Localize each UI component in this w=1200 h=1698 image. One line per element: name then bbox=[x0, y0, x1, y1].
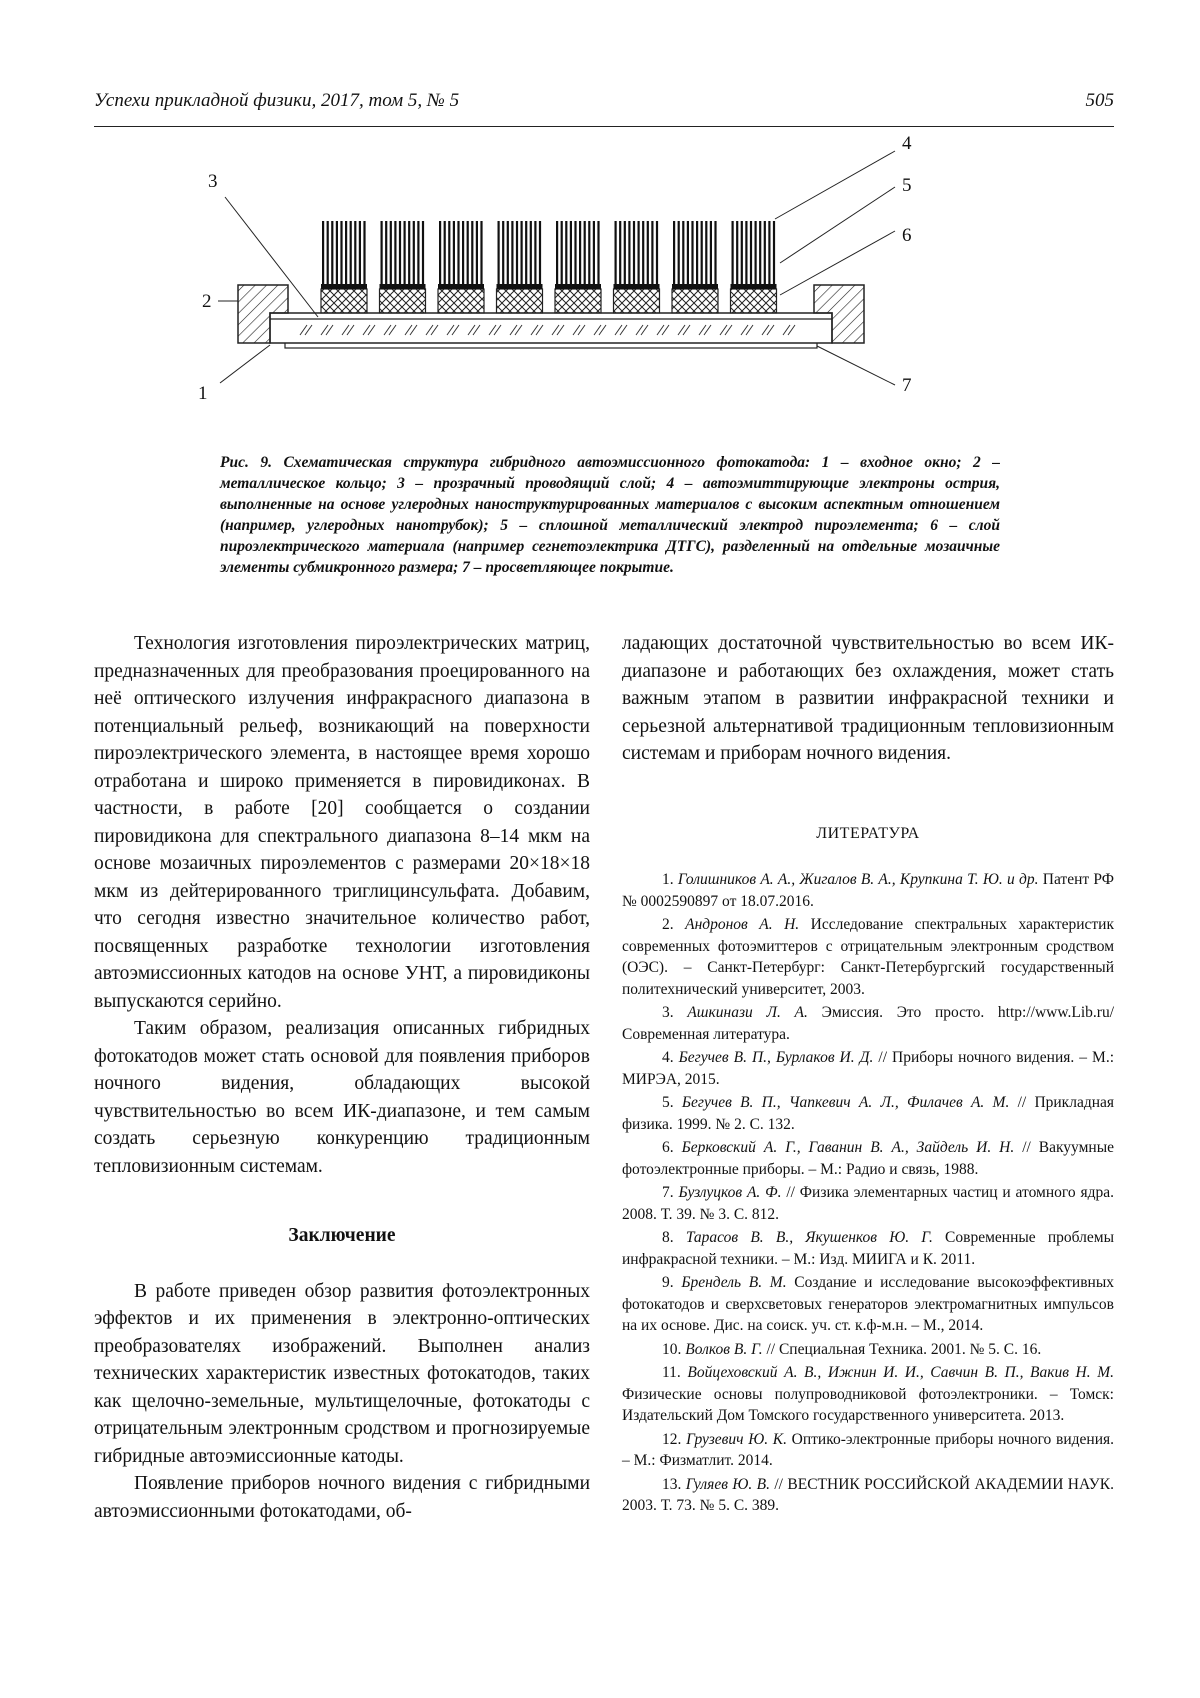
emitter-tip bbox=[741, 221, 743, 284]
emitter-tip bbox=[521, 221, 523, 284]
emitter-tip bbox=[404, 221, 406, 284]
mosaic-elements bbox=[321, 221, 777, 313]
reference-text: Оптико-электронные приборы ночного видения. – М.: Физматлит. 2014. bbox=[622, 1430, 1114, 1469]
metal-electrode bbox=[555, 284, 601, 289]
emitter-tip bbox=[651, 221, 653, 284]
reference-number: 8. bbox=[662, 1229, 686, 1246]
emitter-tip bbox=[539, 221, 541, 284]
callout-2: 2 bbox=[202, 291, 212, 312]
body-paragraph: Таким образом, реализация описанных гибридных фотокатодов может стать основой для появления приборов ночного видения, обладающих высокой чувствительностью во всем ИК-диапазоне, и тем самым создать серьезную конкуренцию традиционным тепловизионным системам. bbox=[94, 1018, 590, 1177]
emitter-tip bbox=[381, 221, 383, 284]
reference-authors: Бегучев В. П., Чапкевич А. Л., Филачев А. М. bbox=[681, 1094, 1018, 1111]
reference-number: 7. bbox=[662, 1184, 679, 1201]
callout-1: 1 bbox=[198, 383, 208, 404]
figure-caption bbox=[220, 452, 1000, 578]
reference-text: Патент РФ № 0002590897 от 18.07.2016. bbox=[622, 871, 1115, 910]
emitter-tip bbox=[444, 221, 446, 284]
references-heading: ЛИТЕРАТУРА bbox=[816, 824, 920, 842]
emitter-tip bbox=[327, 221, 329, 284]
emitter-tip bbox=[574, 221, 576, 284]
pyroelectric-block bbox=[380, 289, 426, 313]
reference-number: 13. bbox=[662, 1475, 686, 1493]
reference-text: // Физика элементарных частиц и атомного ядра. 2008. Т. 39. № 3. С. 812. bbox=[622, 1184, 1114, 1223]
reference-authors: Волков В. Г. bbox=[685, 1340, 767, 1358]
reference-text: Создание и исследование высокоэффективных фотокатодов и сверхсветовых генераторов электромагнитных импульсов на их основе. Дис. на соиск. уч. ст. к.ф-м.н. – М., 2014. bbox=[622, 1274, 1114, 1334]
caption-label: Рис. 9. bbox=[220, 454, 272, 471]
emitter-tip bbox=[340, 221, 342, 284]
right-column bbox=[622, 630, 1114, 1519]
reference-number: 1. bbox=[662, 871, 678, 888]
emitter-tip bbox=[511, 221, 513, 284]
emitter-tip bbox=[615, 221, 617, 284]
emitter-tip bbox=[556, 221, 558, 284]
conclusion-paragraph: В работе приведен обзор развития фотоэлектронных эффектов и их применения в электронно-оптических преобразователях изображений. Выполнен анализ технических характеристик известных фотокатодов, таких как щелочно-земельные, мультищелочные, фотокатоды с отрицательным электронным сродством и прогнозируемые гибридные автоэмиссионные катоды. bbox=[94, 1280, 590, 1467]
reference-text: // Вакуумные фотоэлектронные приборы. – М.: Радио и связь, 1988. bbox=[622, 1139, 1114, 1178]
emitter-tip bbox=[476, 221, 478, 284]
callout-6: 6 bbox=[902, 225, 912, 246]
emitter-tip bbox=[354, 221, 356, 284]
emitter-tip bbox=[710, 221, 712, 284]
emitter-tip bbox=[336, 221, 338, 284]
emitter-tip bbox=[453, 221, 455, 284]
mosaic-element bbox=[672, 221, 718, 313]
reference-authors: Грузевич Ю. К. bbox=[686, 1430, 792, 1448]
emitter-tip bbox=[624, 221, 626, 284]
reference-number: 10. bbox=[662, 1340, 686, 1358]
emitter-tip bbox=[530, 221, 532, 284]
mosaic-element bbox=[497, 221, 543, 313]
reference-authors: Берковский А. Г., Гаванин В. А., Зайдель И. Н. bbox=[681, 1139, 1023, 1156]
pyroelectric-block bbox=[731, 289, 777, 313]
emitter-tip bbox=[647, 221, 649, 284]
emitter-tip bbox=[498, 221, 500, 284]
emitter-tip bbox=[422, 221, 424, 284]
figure-schematic bbox=[190, 135, 1020, 435]
reference-number: 2. bbox=[662, 916, 686, 933]
reference-item bbox=[622, 869, 1114, 912]
reference-authors: Бегучев В. П., Бурлаков И. Д. bbox=[678, 1049, 879, 1066]
emitter-tip bbox=[687, 221, 689, 284]
mosaic-element bbox=[614, 221, 660, 313]
mosaic-element bbox=[438, 221, 484, 313]
reference-item bbox=[622, 1137, 1114, 1180]
emitter-tip bbox=[322, 221, 324, 284]
emitter-tip bbox=[736, 221, 738, 284]
reference-text: Физические основы полупроводниковой фотоэлектроники. – Томск: Издательский Дом Томского государственного университета. 2013. bbox=[622, 1385, 1114, 1424]
reference-item bbox=[622, 1272, 1114, 1337]
emitter-tip bbox=[363, 221, 365, 284]
emitter-tip bbox=[413, 221, 415, 284]
metal-electrode bbox=[614, 284, 660, 289]
emitter-tip bbox=[732, 221, 734, 284]
emitter-tip bbox=[682, 221, 684, 284]
emitter-tip bbox=[457, 221, 459, 284]
reference-item bbox=[622, 1362, 1114, 1427]
reference-item bbox=[622, 1339, 1114, 1361]
reference-text: // Приборы ночного видения. – М.: МИРЭА, 2015. bbox=[622, 1049, 1114, 1088]
reference-number: 11. bbox=[662, 1364, 688, 1381]
reference-text: // Прикладная физика. 1999. № 2. С. 132. bbox=[622, 1094, 1115, 1133]
reference-text: // Специальная Техника. 2001. № 5. С. 16. bbox=[766, 1340, 1042, 1358]
metal-electrode bbox=[438, 284, 484, 289]
continuation-paragraph: ладающих достаточной чувствительностью во всем ИК-диапазоне и работающих без охлаждения, может стать важным этапом в развитии инфракрасной техники и серьезной альтернативой традиционным тепловизионным системам и приборам ночного видения. bbox=[622, 633, 1114, 764]
emitter-tip bbox=[502, 221, 504, 284]
emitter-tip bbox=[750, 221, 752, 284]
header-rule bbox=[94, 126, 1114, 127]
emitter-tip bbox=[350, 221, 352, 284]
metal-electrode bbox=[380, 284, 426, 289]
photocathode-diagram bbox=[190, 135, 1020, 435]
emitter-tip bbox=[507, 221, 509, 284]
reference-authors: Бузлуцков А. Ф. bbox=[678, 1184, 787, 1201]
pyroelectric-block bbox=[672, 289, 718, 313]
emitter-tip bbox=[678, 221, 680, 284]
metal-electrode bbox=[321, 284, 367, 289]
emitter-tip bbox=[593, 221, 595, 284]
caption-text: Схематическая структура гибридного автоэмиссионного фотокатода: 1 – входное окно; 2 – металлическое кольцо; 3 – прозрачный проводящий слой; 4 – автоэмиттирующие электроны острия, выполненные на основе углеродных наноструктурированных материалов с высоким аспектным отношением (например, углеродных нанотрубок); 5 – сплошной металлический электрод пироэлемента; 6 – слой пироэлектрического материала (например сегнетоэлектрика ДТГС), разделенный на отдельные мозаичные элементы субмикронного размера; 7 – просветляющее покрытие. bbox=[220, 454, 1001, 576]
reference-item bbox=[622, 1002, 1114, 1045]
emitter-tip bbox=[619, 221, 621, 284]
reference-item bbox=[622, 914, 1114, 1000]
emitter-tip bbox=[714, 221, 716, 284]
emitter-tip bbox=[633, 221, 635, 284]
reference-authors: Голишников А. А., Жигалов В. А., Крупкина Т. Ю. и др. bbox=[677, 871, 1043, 888]
callout-7: 7 bbox=[902, 375, 912, 396]
pyroelectric-block bbox=[614, 289, 660, 313]
emitter-tip bbox=[534, 221, 536, 284]
emitter-tip bbox=[656, 221, 658, 284]
mosaic-element bbox=[555, 221, 601, 313]
emitter-tip bbox=[584, 221, 586, 284]
emitter-tip bbox=[565, 221, 567, 284]
reference-authors: Войцеховский А. В., Ижнин И. И., Савчин В. П., Вакив Н. М. bbox=[687, 1364, 1114, 1381]
metal-electrode bbox=[672, 284, 718, 289]
reference-text: Эмиссия. Это просто. http://www.Lib.ru/ Современная литература. bbox=[622, 1004, 1115, 1043]
emitter-tip bbox=[390, 221, 392, 284]
reference-authors: Андронов А. Н. bbox=[685, 916, 811, 933]
reference-item bbox=[622, 1182, 1114, 1225]
emitter-tip bbox=[773, 221, 775, 284]
emitter-tip bbox=[331, 221, 333, 284]
emitter-tip bbox=[385, 221, 387, 284]
emitter-tip bbox=[755, 221, 757, 284]
emitter-tip bbox=[561, 221, 563, 284]
reference-authors: Ашкинази Л. А. bbox=[687, 1004, 822, 1021]
reference-number: 5. bbox=[662, 1094, 682, 1111]
emitter-tip bbox=[705, 221, 707, 284]
emitter-tip bbox=[516, 221, 518, 284]
reference-number: 3. bbox=[662, 1004, 688, 1021]
emitter-tip bbox=[768, 221, 770, 284]
emitter-tip bbox=[701, 221, 703, 284]
emitter-tip bbox=[439, 221, 441, 284]
emitter-tip bbox=[691, 221, 693, 284]
emitter-tip bbox=[399, 221, 401, 284]
mosaic-element bbox=[731, 221, 777, 313]
emitter-tip bbox=[570, 221, 572, 284]
emitter-tip bbox=[359, 221, 361, 284]
emitter-tip bbox=[696, 221, 698, 284]
journal-title: Успехи прикладной физики, 2017, том 5, № 5 bbox=[94, 90, 460, 111]
reference-number: 4. bbox=[662, 1049, 679, 1066]
conclusion-paragraph: Появление приборов ночного видения с гибридными автоэмиссионными фотокатодами, об- bbox=[94, 1473, 590, 1522]
emitter-tip bbox=[462, 221, 464, 284]
reference-number: 6. bbox=[662, 1139, 682, 1156]
body-paragraph: Технология изготовления пироэлектрических матриц, предназначенных для преобразования проецированного на неё оптического излучения инфракрасного диапазона в потенциальный рельеф, возникающий на поверхности пироэлектрического элемента, в настоящее время хорошо отработана и широко применяется в пировидиконах. В частности, в работе [20] сообщается о создании пировидикона для спектрального диапазона 8–14 мкм на основе мозаичных пироэлементов с размерами 20×18×18 мкм из дейтерированного триглицинсульфата. Добавим, что сегодня известно значительное количество работ, посвященных разработке технологии изготовления автоэмиссионных катодов на основе УНТ, а пировидиконы выпускаются серийно. bbox=[94, 633, 590, 1012]
emitter-tip bbox=[579, 221, 581, 284]
reference-authors: Брендель В. М. bbox=[681, 1274, 795, 1291]
emitter-tip bbox=[408, 221, 410, 284]
callout-4: 4 bbox=[902, 135, 912, 154]
mosaic-element bbox=[321, 221, 367, 313]
emitter-tip bbox=[448, 221, 450, 284]
reference-list bbox=[622, 869, 1114, 1517]
reference-item bbox=[622, 1047, 1114, 1090]
pyroelectric-block bbox=[438, 289, 484, 313]
section-heading-conclusion: Заключение bbox=[288, 1225, 396, 1246]
callout-3: 3 bbox=[208, 171, 218, 192]
reference-item bbox=[622, 1227, 1114, 1270]
pyroelectric-block bbox=[555, 289, 601, 313]
pyroelectric-block bbox=[497, 289, 543, 313]
emitter-tip bbox=[673, 221, 675, 284]
emitter-tip bbox=[628, 221, 630, 284]
emitter-tip bbox=[642, 221, 644, 284]
emitter-tip bbox=[394, 221, 396, 284]
emitter-tip bbox=[417, 221, 419, 284]
reference-text: // ВЕСТНИК РОССИЙСКОЙ АКАДЕМИИ НАУК. 2003. Т. 73. № 5. С. 389. bbox=[622, 1475, 1114, 1514]
reference-item bbox=[622, 1092, 1114, 1135]
reference-text: Современные проблемы инфракрасной техники. – М.: Изд. МИИГА и К. 2011. bbox=[622, 1229, 1114, 1268]
pyroelectric-block bbox=[321, 289, 367, 313]
input-window bbox=[270, 313, 832, 343]
metal-electrode bbox=[497, 284, 543, 289]
left-column bbox=[94, 630, 590, 1525]
reference-authors: Гуляев Ю. В. bbox=[685, 1475, 775, 1493]
emitter-tip bbox=[638, 221, 640, 284]
emitter-tip bbox=[525, 221, 527, 284]
emitter-tip bbox=[471, 221, 473, 284]
emitter-tip bbox=[764, 221, 766, 284]
emitter-tip bbox=[597, 221, 599, 284]
emitter-tip bbox=[759, 221, 761, 284]
metal-electrode bbox=[731, 284, 777, 289]
mosaic-element bbox=[380, 221, 426, 313]
emitter-tip bbox=[588, 221, 590, 284]
reference-authors: Тарасов В. В., Якушенков Ю. Г. bbox=[685, 1229, 946, 1246]
page-number: 505 bbox=[1085, 90, 1114, 111]
emitter-tip bbox=[480, 221, 482, 284]
emitter-tip bbox=[345, 221, 347, 284]
emitter-tip bbox=[745, 221, 747, 284]
reference-number: 12. bbox=[662, 1430, 687, 1448]
reference-text: Исследование спектральных характеристик современных фотоэмиттеров с отрицательным электронным сродством (ОЭС). – Санкт-Петербург: Санкт-Петербургский государственный политехнический университет, 2003. bbox=[622, 916, 1114, 998]
callout-5: 5 bbox=[902, 175, 912, 196]
reference-item bbox=[622, 1429, 1114, 1472]
reference-number: 9. bbox=[662, 1274, 682, 1291]
emitter-tip bbox=[467, 221, 469, 284]
reference-item bbox=[622, 1474, 1114, 1517]
